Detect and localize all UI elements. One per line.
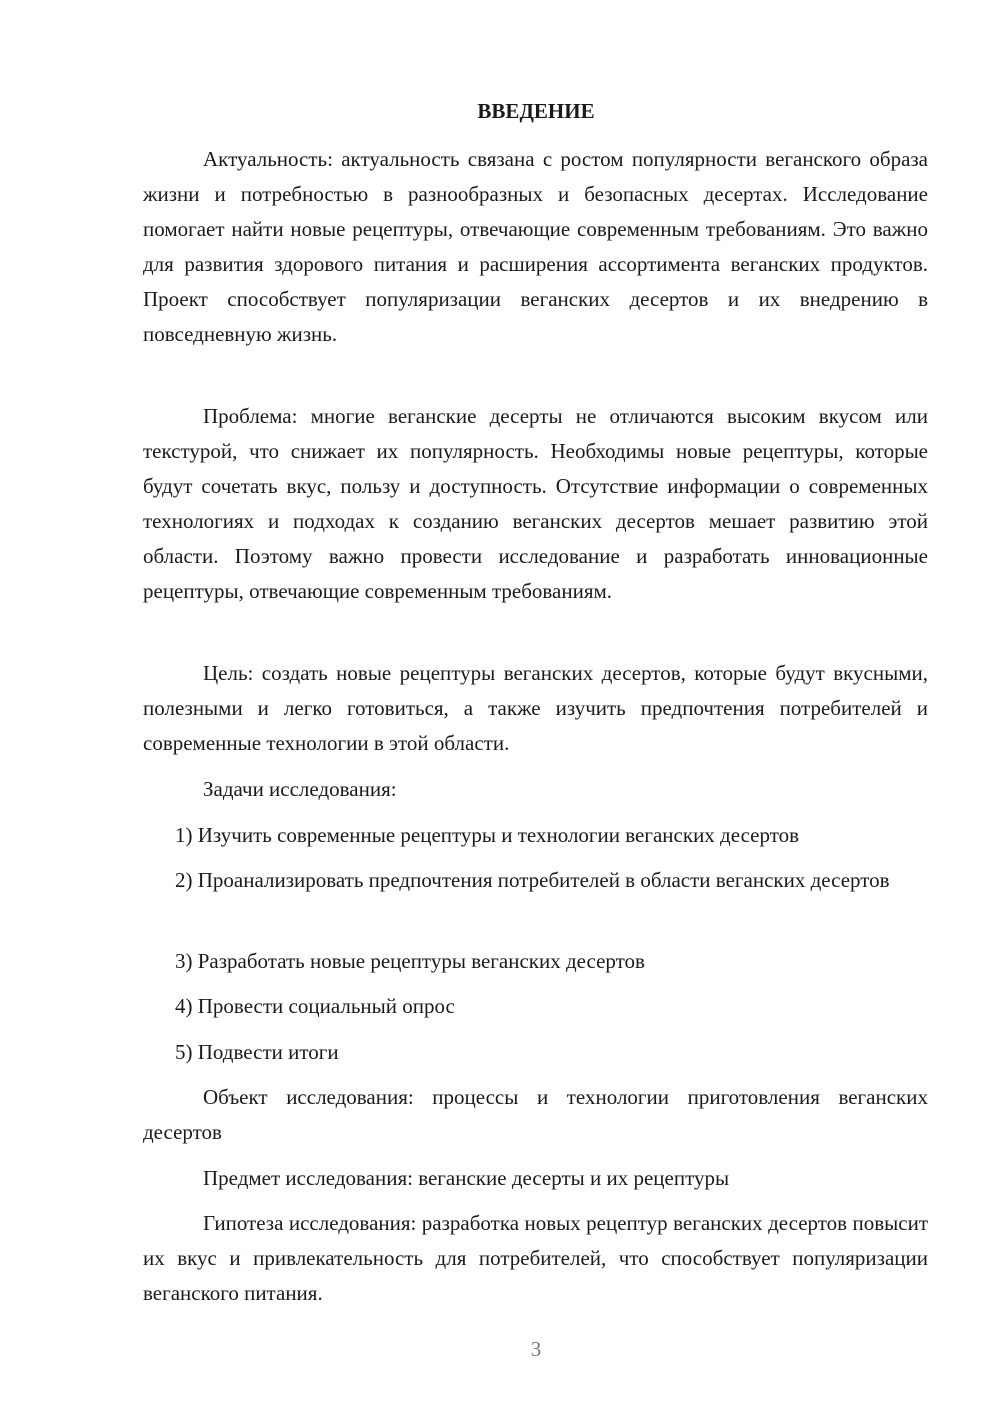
tasks-heading: Задачи исследования: <box>203 777 397 801</box>
task-item-5: 5) Подвести итоги <box>175 1040 339 1064</box>
subject-paragraph: Предмет исследования: веганские десерты и их рецептуры <box>203 1166 730 1190</box>
object-paragraph: Объект исследования: процессы и технологии приготовления веганских десертов <box>143 1085 928 1144</box>
task-item-2: 2) Проанализировать предпочтения потребителей в области веганских десертов <box>175 868 890 892</box>
hypothesis-paragraph: Гипотеза исследования: разработка новых рецептур веганских десертов повысит их вкус и привлекательность для потребителей, что способствует популяризации веганского питания. <box>143 1211 928 1305</box>
page-number: 3 <box>530 1337 542 1361</box>
relevance-paragraph: Актуальность: актуальность связана с ростом популярности веганского образа жизни и потребностью в разнообразных и безопасных десертах. Исследование помогает найти новые рецептуры, отвечающие современным требованиям. Это важно для развития здорового питания и расширения ассортимента веганских продуктов. Проект способствует популяризации веганских десертов и их внедрению в повседневную жизнь. <box>143 147 928 346</box>
problem-paragraph: Проблема: многие веганские десерты не отличаются высоким вкусом или текстурой, что снижает их популярность. Необходимы новые рецептуры, которые будут сочетать вкус, пользу и доступность. Отсутствие информации о современных технологиях и подходах к созданию веганских десертов мешает развитию этой области. Поэтому важно провести исследование и разработать инновационные рецептуры, отвечающие современным требованиям. <box>143 404 928 603</box>
task-item-1: 1) Изучить современные рецептуры и технологии веганских десертов <box>175 823 800 847</box>
task-item-4: 4) Провести социальный опрос <box>175 994 455 1018</box>
goal-paragraph: Цель: создать новые рецептуры веганских десертов, которые будут вкусными, полезными и легко готовиться, а также изучить предпочтения потребителей и современные технологии в этой области. <box>143 661 928 755</box>
section-heading: ВВЕДЕНИЕ <box>477 99 595 123</box>
task-item-3: 3) Разработать новые рецептуры веганских десертов <box>175 949 645 973</box>
